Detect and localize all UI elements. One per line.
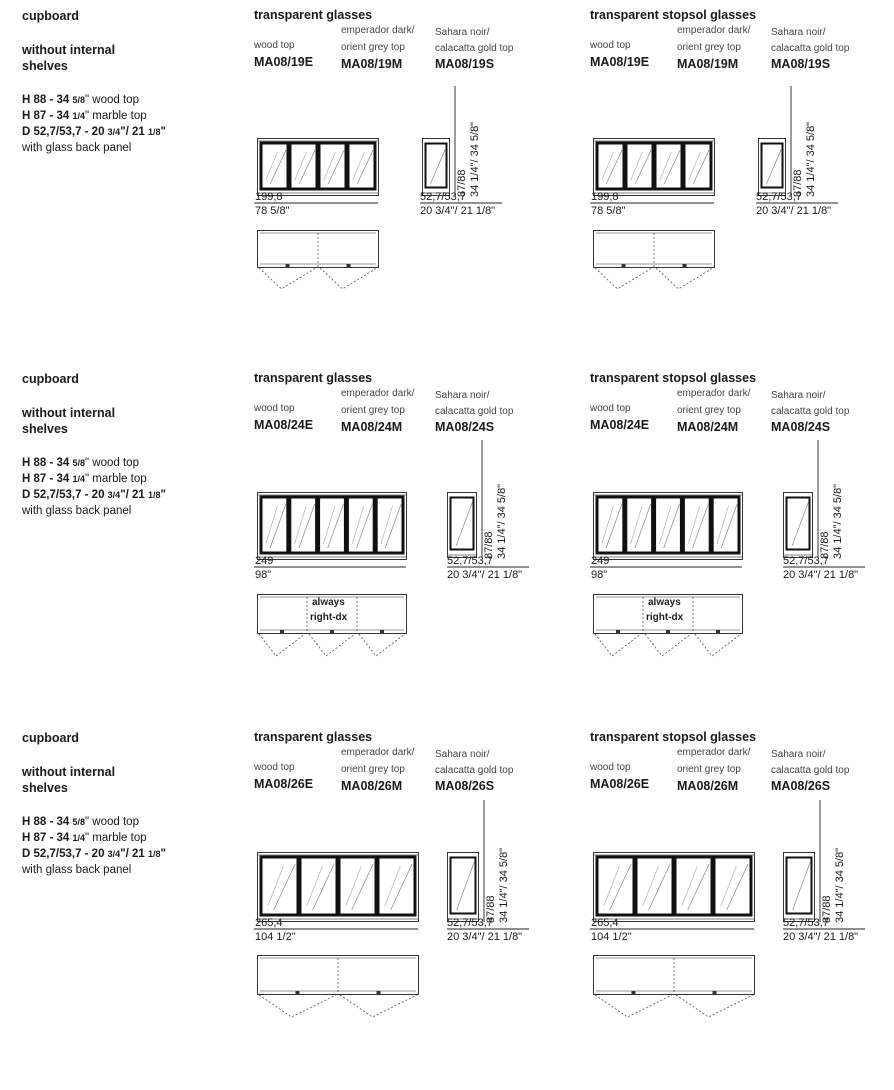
width-cm: 199,8 xyxy=(255,191,283,203)
variant-label: orient grey top xyxy=(677,405,741,416)
width-cm: 249 xyxy=(255,555,274,567)
variant-code: MA08/19S xyxy=(771,57,831,71)
product-section xyxy=(0,371,894,731)
variant-label-top: emperador dark/ xyxy=(341,25,415,36)
width-inch: 98" xyxy=(591,569,608,581)
dimension-rules xyxy=(254,371,574,731)
height-wood-fraction: 5/8 xyxy=(72,458,86,468)
height-marble-spec xyxy=(22,830,232,846)
width-inch: 98" xyxy=(255,569,272,581)
height-wood-code: H 88 - 34 xyxy=(22,94,73,106)
dimension-rules xyxy=(590,371,894,731)
variant-code: MA08/24E xyxy=(590,418,650,432)
height-wood-rest: " wood top xyxy=(85,816,139,828)
variant-code: MA08/19E xyxy=(254,55,314,69)
glass-group xyxy=(590,8,894,368)
variant-label-top: Sahara noir/ xyxy=(771,27,826,38)
product-section xyxy=(0,730,894,1090)
variant-label: wood top xyxy=(590,40,631,51)
back-panel-note: with glass back panel xyxy=(22,142,132,154)
height-cm: 87/88 xyxy=(485,895,497,923)
variant-code: MA08/19M xyxy=(341,57,403,71)
product-type: cupboard xyxy=(22,731,79,745)
depth-code: D 52,7/53,7 - 20 xyxy=(22,489,108,501)
depth-fraction-1: 3/4 xyxy=(107,849,121,859)
door-note-line-1: always xyxy=(312,597,345,608)
depth-inch: 20 3/4"/ 21 1/8" xyxy=(756,205,832,217)
spec-block xyxy=(22,8,232,156)
variant-code: MA08/26E xyxy=(590,777,650,791)
variant-label: calacatta gold top xyxy=(435,406,514,417)
glass-group-title: transparent glasses xyxy=(254,371,373,385)
width-cm: 249 xyxy=(591,555,610,567)
depth-cm: 52,7/53,7 xyxy=(783,555,829,567)
variant-label: orient grey top xyxy=(341,405,405,416)
subtitle-line-1: without internal xyxy=(22,765,116,779)
variant-code: MA08/19S xyxy=(435,57,495,71)
variant-code: MA08/24E xyxy=(254,418,314,432)
depth-mid: "/ 21 xyxy=(120,489,149,501)
back-panel-note: with glass back panel xyxy=(22,864,132,876)
depth-mid: "/ 21 xyxy=(120,126,149,138)
glass-group-title: transparent stopsol glasses xyxy=(590,371,757,385)
depth-mid: "/ 21 xyxy=(120,848,149,860)
dimension-rules xyxy=(254,730,574,1090)
variant-code: MA08/24S xyxy=(435,420,495,434)
height-wood-code: H 88 - 34 xyxy=(22,816,73,828)
variant-code: MA08/24S xyxy=(771,420,831,434)
height-wood-code: H 88 - 34 xyxy=(22,457,73,469)
height-marble-fraction: 1/4 xyxy=(72,111,86,121)
width-inch: 104 1/2" xyxy=(591,931,632,943)
variant-label-top: Sahara noir/ xyxy=(435,749,490,760)
variant-code: MA08/24M xyxy=(341,420,403,434)
glass-group-title: transparent glasses xyxy=(254,8,373,22)
glass-group xyxy=(254,8,574,368)
glass-group xyxy=(254,371,574,731)
depth-cm: 52,7/53,7 xyxy=(447,555,493,567)
height-cm: 87/88 xyxy=(483,531,495,559)
variant-label-top: emperador dark/ xyxy=(341,747,415,758)
variant-code: MA08/19E xyxy=(590,55,650,69)
glass-group xyxy=(254,730,574,1090)
width-inch: 78 5/8" xyxy=(255,205,290,217)
variant-label-top: Sahara noir/ xyxy=(771,390,826,401)
height-wood-rest: " wood top xyxy=(85,457,139,469)
door-note-line-2: right-dx xyxy=(310,612,348,623)
variant-label-top: emperador dark/ xyxy=(341,388,415,399)
height-marble-rest: " marble top xyxy=(85,110,147,122)
depth-inch: 20 3/4"/ 21 1/8" xyxy=(783,931,859,943)
height-inch: 34 1/4"/ 34 5/8" xyxy=(496,483,508,559)
depth-rest: " xyxy=(160,126,166,138)
height-marble-spec xyxy=(22,108,232,124)
depth-fraction-1: 3/4 xyxy=(107,490,121,500)
variant-code: MA08/26E xyxy=(254,777,314,791)
depth-rest: " xyxy=(160,848,166,860)
height-marble-code: H 87 - 34 xyxy=(22,473,73,485)
glass-group-title: transparent stopsol glasses xyxy=(590,730,757,744)
height-cm: 87/88 xyxy=(821,895,833,923)
height-inch: 34 1/4"/ 34 5/8" xyxy=(832,483,844,559)
depth-spec xyxy=(22,487,232,503)
variant-label: orient grey top xyxy=(677,764,741,775)
door-note-line-1: always xyxy=(648,597,681,608)
subtitle-line-2: shelves xyxy=(22,59,68,73)
variant-label-top: Sahara noir/ xyxy=(435,27,490,38)
height-marble-code: H 87 - 34 xyxy=(22,110,73,122)
dimension-rules xyxy=(590,8,894,368)
variant-code: MA08/24M xyxy=(677,420,739,434)
depth-fraction-1: 3/4 xyxy=(107,127,121,137)
height-inch: 34 1/4"/ 34 5/8" xyxy=(834,847,846,923)
spec-block xyxy=(22,730,232,878)
variant-label: orient grey top xyxy=(677,42,741,53)
subtitle-line-1: without internal xyxy=(22,406,116,420)
variant-label: wood top xyxy=(254,403,295,414)
height-cm: 87/88 xyxy=(792,169,804,197)
glass-group-title: transparent stopsol glasses xyxy=(590,8,757,22)
subtitle-line-1: without internal xyxy=(22,43,116,57)
depth-fraction-2: 1/8 xyxy=(148,127,161,137)
variant-label-top: Sahara noir/ xyxy=(435,390,490,401)
height-marble-rest: " marble top xyxy=(85,473,147,485)
variant-label: calacatta gold top xyxy=(435,43,514,54)
height-cm: 87/88 xyxy=(819,531,831,559)
variant-label-top: emperador dark/ xyxy=(677,25,751,36)
variant-label: wood top xyxy=(254,762,295,773)
height-wood-spec xyxy=(22,455,232,471)
variant-label-top: emperador dark/ xyxy=(677,747,751,758)
depth-fraction-2: 1/8 xyxy=(148,849,161,859)
height-inch: 34 1/4"/ 34 5/8" xyxy=(469,121,481,197)
depth-cm: 52,7/53,7 xyxy=(756,191,802,203)
variant-label: orient grey top xyxy=(341,42,405,53)
product-type: cupboard xyxy=(22,372,79,386)
dimension-rules xyxy=(254,8,574,368)
subtitle-line-2: shelves xyxy=(22,422,68,436)
depth-cm: 52,7/53,7 xyxy=(447,917,493,929)
variant-label-top: Sahara noir/ xyxy=(771,749,826,760)
spec-block xyxy=(22,371,232,519)
variant-label: wood top xyxy=(590,403,631,414)
depth-cm: 52,7/53,7 xyxy=(420,191,466,203)
variant-label: calacatta gold top xyxy=(771,43,850,54)
width-inch: 104 1/2" xyxy=(255,931,296,943)
height-wood-rest: " wood top xyxy=(85,94,139,106)
variant-label: orient grey top xyxy=(341,764,405,775)
height-marble-spec xyxy=(22,471,232,487)
depth-rest: " xyxy=(160,489,166,501)
glass-group xyxy=(590,371,894,731)
height-wood-fraction: 5/8 xyxy=(72,95,86,105)
back-panel-note: with glass back panel xyxy=(22,505,132,517)
height-cm: 87/88 xyxy=(456,169,468,197)
height-wood-fraction: 5/8 xyxy=(72,817,86,827)
depth-inch: 20 3/4"/ 21 1/8" xyxy=(447,931,523,943)
glass-group xyxy=(590,730,894,1090)
height-marble-fraction: 1/4 xyxy=(72,833,86,843)
depth-spec xyxy=(22,124,232,140)
subtitle-line-2: shelves xyxy=(22,781,68,795)
variant-code: MA08/26M xyxy=(341,779,403,793)
width-cm: 265,4 xyxy=(255,917,283,929)
height-wood-spec xyxy=(22,814,232,830)
depth-inch: 20 3/4"/ 21 1/8" xyxy=(783,569,859,581)
width-cm: 199,8 xyxy=(591,191,619,203)
width-inch: 78 5/8" xyxy=(591,205,626,217)
depth-spec xyxy=(22,846,232,862)
height-marble-fraction: 1/4 xyxy=(72,474,86,484)
depth-inch: 20 3/4"/ 21 1/8" xyxy=(420,205,496,217)
variant-code: MA08/26M xyxy=(677,779,739,793)
depth-fraction-2: 1/8 xyxy=(148,490,161,500)
product-section xyxy=(0,8,894,368)
variant-label: calacatta gold top xyxy=(771,765,850,776)
height-wood-spec xyxy=(22,92,232,108)
dimension-rules xyxy=(590,730,894,1090)
variant-label: calacatta gold top xyxy=(435,765,514,776)
variant-label: calacatta gold top xyxy=(771,406,850,417)
variant-label: wood top xyxy=(254,40,295,51)
depth-code: D 52,7/53,7 - 20 xyxy=(22,126,108,138)
depth-inch: 20 3/4"/ 21 1/8" xyxy=(447,569,523,581)
variant-label-top: emperador dark/ xyxy=(677,388,751,399)
height-marble-code: H 87 - 34 xyxy=(22,832,73,844)
variant-code: MA08/26S xyxy=(771,779,831,793)
height-inch: 34 1/4"/ 34 5/8" xyxy=(805,121,817,197)
variant-label: wood top xyxy=(590,762,631,773)
height-inch: 34 1/4"/ 34 5/8" xyxy=(498,847,510,923)
door-note-line-2: right-dx xyxy=(646,612,684,623)
variant-code: MA08/19M xyxy=(677,57,739,71)
height-marble-rest: " marble top xyxy=(85,832,147,844)
variant-code: MA08/26S xyxy=(435,779,495,793)
depth-code: D 52,7/53,7 - 20 xyxy=(22,848,108,860)
product-type: cupboard xyxy=(22,9,79,23)
depth-cm: 52,7/53,7 xyxy=(783,917,829,929)
width-cm: 265,4 xyxy=(591,917,619,929)
glass-group-title: transparent glasses xyxy=(254,730,373,744)
